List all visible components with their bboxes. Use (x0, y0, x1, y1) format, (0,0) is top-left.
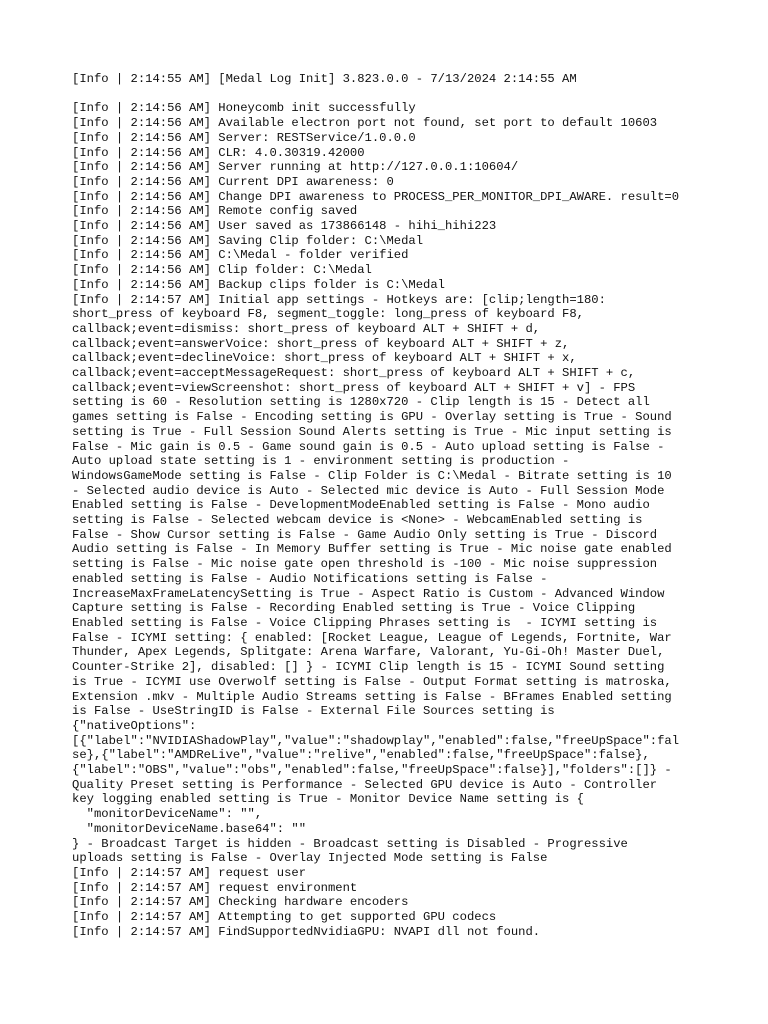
log-line: } - Broadcast Target is hidden - Broadcast setting is Disabled - Progressive (72, 836, 628, 851)
log-line: [Info | 2:14:57 AM] request user (72, 865, 307, 880)
log-line: key logging enabled setting is True - Monitor Device Name setting is { (72, 792, 584, 807)
log-line: [Info | 2:14:56 AM] Remote config saved (72, 204, 358, 219)
log-line: se},{"label":"AMDReLive","value":"relive","enabled":false,"freeUpSpace":false}, (72, 748, 650, 763)
log-line: Thunder, Apex Legends, Splitgate: Arena Warfare, Valorant, Yu-Gi-Oh! Master Duel, (72, 645, 665, 660)
log-line: [Info | 2:14:56 AM] Current DPI awareness: 0 (72, 174, 394, 189)
log-line: [Info | 2:14:56 AM] Backup clips folder is C:\Medal (72, 277, 445, 292)
log-line: setting is False - Selected webcam device is <None> - WebcamEnabled setting is (72, 513, 643, 528)
log-line: [Info | 2:14:57 AM] Initial app settings - Hotkeys are: [clip;length=180: (72, 292, 606, 307)
log-line: Enabled setting is False - DevelopmentModeEnabled setting is False - Mono audio (72, 498, 650, 513)
log-line: setting is 60 - Resolution setting is 1280x720 - Clip length is 15 - Detect all (72, 395, 650, 410)
log-line: Enabled setting is False - Voice Clipping Phrases setting is - ICYMI setting is (72, 616, 658, 630)
log-line: [Info | 2:14:56 AM] CLR: 4.0.30319.42000 (72, 145, 365, 160)
log-line: enabled setting is False - Audio Notifications setting is False - (72, 571, 548, 586)
log-line: callback;event=viewScreenshot: short_press of keyboard ALT + SHIFT + v] - FPS (72, 380, 636, 395)
log-line: short_press of keyboard F8, segment_toggle: long_press of keyboard F8, (72, 307, 584, 322)
log-line: is False - UseStringID is False - External File Sources setting is (72, 704, 555, 719)
log-line: [Info | 2:14:57 AM] Attempting to get supported GPU codecs (72, 910, 497, 925)
log-line: callback;event=acceptMessageRequest: short_press of keyboard ALT + SHIFT + c, (72, 366, 636, 381)
log-line: False - Mic gain is 0.5 - Game sound gain is 0.5 - Auto upload setting is False - (72, 439, 665, 454)
log-page (72, 72, 702, 939)
log-line: callback;event=declineVoice: short_press of keyboard ALT + SHIFT + x, (72, 351, 577, 366)
log-line: "monitorDeviceName": "", (72, 807, 263, 822)
log-line: "monitorDeviceName.base64": "" (72, 821, 307, 836)
log-line: [Info | 2:14:56 AM] Saving Clip folder: C:\Medal (72, 233, 424, 248)
log-line: uploads setting is False - Overlay Injected Mode setting is False (72, 851, 548, 866)
log-line: setting is False - Mic noise gate open threshold is -100 - Mic noise suppression (72, 557, 658, 572)
log-line: games setting is False - Encoding setting is GPU - Overlay setting is True - Sound (72, 410, 672, 425)
log-line: {"nativeOptions": (72, 718, 197, 733)
log-line: callback;event=dismiss: short_press of keyboard ALT + SHIFT + d, (72, 321, 541, 336)
log-line: [Info | 2:14:57 AM] FindSupportedNvidiaGPU: NVAPI dll not found. (72, 924, 541, 939)
log-line: WindowsGameMode setting is False - Clip Folder is C:\Medal - Bitrate setting is 10 (72, 468, 672, 483)
log-line: False - Show Cursor setting is False - Game Audio Only setting is True - Discord (72, 527, 658, 542)
log-line: [{"label":"NVIDIAShadowPlay","value":"shadowplay","enabled":false,"freeUpSpace":fal (72, 733, 680, 748)
log-line: is True - ICYMI use Overwolf setting is False - Output Format setting is matroska, (72, 674, 672, 689)
log-line: Counter-Strike 2], disabled: [] } - ICYMI Clip length is 15 - ICYMI Sound setting (72, 660, 665, 675)
log-line: - Selected audio device is Auto - Selected mic device is Auto - Full Session Mode (72, 483, 665, 498)
blank-line (72, 87, 702, 102)
log-line: [Info | 2:14:56 AM] Available electron port not found, set port to default 10603 (72, 116, 658, 131)
log-line: {"label":"OBS","value":"obs","enabled":false,"freeUpSpace":false}],"folders":[]} - (72, 763, 672, 778)
log-line: Auto upload state setting is 1 - environment setting is production - (72, 454, 570, 469)
log-line: [Info | 2:14:56 AM] Server running at http://127.0.0.1:10604/ (72, 160, 519, 175)
log-line: Audio setting is False - In Memory Buffer setting is True - Mic noise gate enabled (72, 542, 672, 557)
log-line: [Info | 2:14:56 AM] User saved as 173866148 - hihi_hihi223 (72, 219, 497, 234)
log-line: [Info | 2:14:56 AM] Honeycomb init successfully (72, 101, 416, 116)
log-line: setting is True - Full Session Sound Alerts setting is True - Mic input setting is (72, 424, 672, 439)
log-line: Quality Preset setting is Performance - Selected GPU device is Auto - Controller (72, 777, 658, 792)
log-line: Extension .mkv - Multiple Audio Streams setting is False - BFrames Enabled setting (72, 689, 672, 704)
log-body (72, 101, 702, 939)
log-line: False - ICYMI setting: { enabled: [Rocket League, League of Legends, Fortnite, War (72, 630, 672, 645)
log-line: [Info | 2:14:57 AM] Checking hardware encoders (72, 895, 409, 910)
log-line: [Info | 2:14:56 AM] C:\Medal - folder verified (72, 248, 409, 263)
log-line: Capture setting is False - Recording Enabled setting is True - Voice Clipping (72, 601, 636, 616)
log-line: [Info | 2:14:56 AM] Change DPI awareness to PROCESS_PER_MONITOR_DPI_AWARE. result=0 (72, 189, 680, 204)
log-header-line: [Info | 2:14:55 AM] [Medal Log Init] 3.823.0.0 - 7/13/2024 2:14:55 AM (72, 72, 577, 86)
log-line: [Info | 2:14:57 AM] request environment (72, 880, 358, 895)
log-line: callback;event=answerVoice: short_press of keyboard ALT + SHIFT + z, (72, 336, 570, 351)
log-line: [Info | 2:14:56 AM] Clip folder: C:\Medal (72, 263, 372, 278)
log-line: [Info | 2:14:56 AM] Server: RESTService/1.0.0.0 (72, 130, 416, 145)
log-line: IncreaseMaxFrameLatencySetting is True - Aspect Ratio is Custom - Advanced Window (72, 586, 665, 601)
